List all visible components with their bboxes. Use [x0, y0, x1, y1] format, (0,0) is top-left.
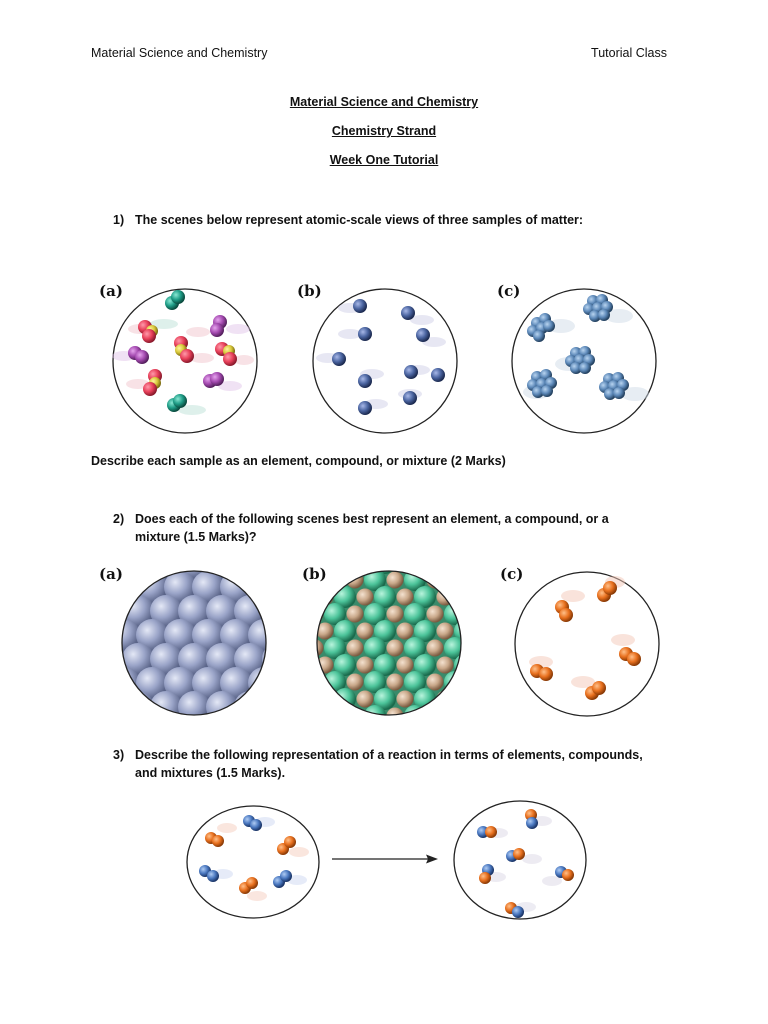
question-3-text: Describe the following representation of a reaction in terms of elements, compounds, and mixtures (1.5 Marks). — [135, 748, 643, 780]
atom-sphere — [307, 640, 324, 657]
question-2-text: Does each of the following scenes best represent an element, a compound, or a mixture (1.5 Marks)? — [135, 512, 609, 544]
q2-scene-c-element — [513, 570, 661, 718]
atom-sphere — [357, 691, 374, 708]
q2-label-a: (a) — [99, 565, 123, 583]
atom-sphere — [178, 691, 210, 723]
atom-sphere — [397, 589, 414, 606]
atom-sphere — [364, 705, 386, 727]
atom-sphere — [94, 595, 126, 627]
atom-sphere — [248, 667, 280, 699]
atom-sphere — [454, 552, 476, 574]
atom-sphere — [357, 623, 374, 640]
atom-sphere — [444, 671, 466, 693]
atom-sphere — [357, 555, 374, 572]
atom-sphere — [150, 691, 182, 723]
q3-reactants-scene — [185, 804, 321, 920]
title-block — [0, 93, 768, 180]
atom-sphere — [427, 572, 444, 589]
atom-sphere — [357, 657, 374, 674]
atom-sphere — [324, 705, 346, 727]
atom-sphere — [444, 705, 466, 727]
q1-label-c: (c) — [497, 282, 521, 300]
atom-sphere — [444, 637, 466, 659]
title-course: Material Science and Chemistry — [289, 95, 479, 109]
atom-sphere — [454, 586, 476, 608]
atom-sphere — [387, 572, 404, 589]
header-course-title: Material Science and Chemistry — [91, 46, 268, 60]
atom-sphere — [294, 620, 316, 642]
atom-sphere — [262, 643, 294, 675]
q2-scene-a-element — [121, 570, 267, 716]
atom-sphere — [206, 691, 238, 723]
q2-label-b: (b) — [302, 565, 327, 583]
atom-sphere — [347, 640, 364, 657]
atom-sphere — [307, 708, 324, 725]
atom-sphere — [387, 606, 404, 623]
question-3-number: 3) — [113, 748, 125, 762]
q1-label-a: (a) — [99, 282, 123, 300]
atom-sphere — [397, 623, 414, 640]
atom-sphere — [427, 674, 444, 691]
atom-sphere — [248, 571, 280, 603]
atom-sphere — [427, 708, 444, 725]
q3-products-scene — [452, 799, 588, 921]
atom-sphere — [234, 691, 266, 723]
atom-sphere — [317, 691, 334, 708]
atom-sphere — [414, 552, 436, 574]
atom-sphere — [294, 654, 316, 676]
atom-sphere — [334, 688, 356, 710]
question-1-number: 1) — [113, 213, 125, 227]
atom-sphere — [294, 688, 316, 710]
question-1-text: The scenes below represent atomic-scale views of three samples of matter: — [135, 213, 584, 227]
atom-sphere — [317, 589, 334, 606]
q1-scene-b-element — [310, 286, 460, 436]
q1-scene-a-mixture — [110, 286, 260, 436]
atom-sphere — [437, 623, 454, 640]
atom-sphere — [444, 569, 466, 591]
atom-sphere — [397, 691, 414, 708]
atom-sphere — [262, 547, 294, 579]
title-week: Week One Tutorial — [329, 153, 439, 167]
atom-sphere — [454, 688, 476, 710]
atom-sphere — [294, 586, 316, 608]
atom-sphere — [437, 657, 454, 674]
q1-scene-c-element — [509, 286, 659, 436]
atom-sphere — [108, 667, 140, 699]
q2-label-c: (c) — [500, 565, 524, 583]
title-strand: Chemistry Strand — [331, 124, 437, 138]
atom-sphere — [262, 691, 294, 723]
reaction-arrow-icon — [332, 852, 440, 866]
atom-sphere — [94, 691, 126, 723]
q2-scene-b-compound — [316, 570, 462, 716]
atom-sphere — [437, 691, 454, 708]
atom-sphere — [397, 555, 414, 572]
atom-sphere — [94, 643, 126, 675]
atom-sphere — [334, 552, 356, 574]
q1-label-b: (b) — [297, 282, 322, 300]
atom-sphere — [347, 606, 364, 623]
atom-sphere — [122, 691, 154, 723]
question-2-number: 2) — [113, 512, 125, 526]
question-1-instruction: Describe each sample as an element, compound, or mixture (2 Marks) — [91, 454, 506, 468]
atom-sphere — [404, 705, 426, 727]
atom-sphere — [307, 674, 324, 691]
atom-sphere — [387, 674, 404, 691]
atom-sphere — [427, 640, 444, 657]
atom-sphere — [397, 657, 414, 674]
atom-sphere — [347, 708, 364, 725]
atom-sphere — [347, 674, 364, 691]
atom-sphere — [387, 708, 404, 725]
header-class-type: Tutorial Class — [591, 46, 667, 60]
atom-sphere — [122, 547, 154, 579]
atom-sphere — [437, 555, 454, 572]
atom-sphere — [262, 595, 294, 627]
atom-sphere — [427, 606, 444, 623]
atom-sphere — [234, 547, 266, 579]
atom-sphere — [387, 640, 404, 657]
atom-sphere — [357, 589, 374, 606]
